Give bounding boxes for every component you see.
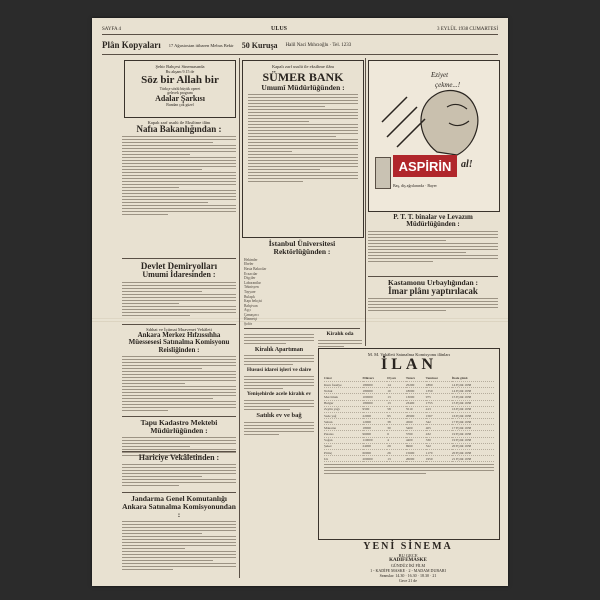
yeni-sinema-line6: Gece 21 de [399,577,417,583]
table-cell: Bulgur [324,400,363,406]
table-cell: 200000 [363,456,388,462]
ptt-section [368,214,498,264]
table-cell: 16 Eylül 1938 [452,406,494,412]
table-cell: 180000 [363,381,388,387]
table-cell: 975 [426,394,452,400]
cinema-title: Söz bir Allah bir [141,74,219,86]
istanbul-item: Teknisyen [244,285,259,290]
aspirin-bottom: Baş, diş ağrılarında · Bayer [393,183,437,188]
yeni-sinema-ad [318,542,498,583]
kastamonu-sub: İmar plânı yaptırılacak [388,285,478,296]
istanbul-item: Hizmetçi [244,317,258,322]
table-cell: 405 [426,425,452,431]
yeni-sinema-line4: 1 - KADİFE MASKE · 2 - MADAM DUBARI [370,567,446,573]
classified-apartment: Kiralık Apartıman [254,347,304,353]
cinema-line1: Şehir Bahçesi Sinemasında [155,64,205,69]
table-cell: 14 [387,381,406,387]
devlet-section [122,262,236,318]
table-cell: 5760 [406,431,426,437]
yeni-sinema-line2: KADIFEMASKE [389,557,427,563]
yeni-sinema-line3: GÜNDÜZ İKİ FİLM [391,562,425,568]
table-cell: 17 Eylül 1938 [452,425,494,431]
table-cell: 1567 [426,412,452,418]
kastamonu-title: Kastamonu Urbaylığından : [387,278,479,287]
table-cell: 58 [387,406,406,412]
table-cell: 29 [387,443,406,449]
ankara-merkez-label: Sıhhat ve İçtimai Muavenet Vekâleti [146,327,212,332]
notice-title: Plân Kopyaları [102,40,161,50]
notice-price: 50 Kuruşa [241,40,278,50]
table-cell: Sade yağ [324,412,363,418]
ankara-merkez-body [122,356,236,411]
table-cell: 19 Eylül 1938 [452,437,494,443]
issue-date: 3 EYLÜL 1938 CUMARTESİ [436,26,498,32]
ankara-merkez-section [122,327,236,413]
table-cell: 330 [426,437,452,443]
table-cell: 180000 [363,388,388,394]
table-cell: 9500 [363,406,388,412]
column-header: İhale günü [452,376,494,382]
aspirin-box-icon [375,157,391,189]
suffering-figure-icon [377,67,497,157]
table-cell: 17 Eylül 1938 [452,419,494,425]
table-cell: 15 Eylül 1938 [452,394,494,400]
table-cell: 1170 [426,450,452,456]
table-cell: 22000 [363,412,388,418]
istanbul-item: Dişçiler [244,276,256,281]
yeni-sinema-line1: BU GECE [398,552,418,558]
table-cell: 413 [426,406,452,412]
cinema-line5: Bundan çok güzel [166,102,194,107]
istanbul-item: Şoför [244,322,252,327]
istanbul-item: Laborantlar [244,280,261,285]
istanbul-item: Bulaşık [244,294,255,299]
cinema-line3: Türkçe sözlü büyük operet [159,86,201,91]
jandarma-title: Jandarma Genel Komutanlığı Ankara Satınalma Komisyonundan : [122,494,236,519]
table-cell: 20900 [406,412,426,418]
classified-body-2 [244,355,314,365]
ilan-title: İLAN [380,356,437,373]
devlet-body [122,282,236,316]
table-cell: 18000 [363,425,388,431]
table-cell: Kuru fasulye [324,381,363,387]
table-cell: 95 [387,412,406,418]
sumer-body [248,94,358,182]
yeni-sinema-line5: Seanslar: 14.30 · 16.30 · 18.30 · 21 [379,572,437,578]
hariciye-body [122,464,236,486]
yeni-sinema-title: YENİ SİNEMA [363,541,453,552]
classified-body-3 [244,376,314,389]
table-cell: 15600 [406,450,426,456]
devlet-title: Devlet Demiryolları [140,261,218,271]
column-header: Teminat [426,376,452,382]
table-cell: 1890 [426,381,452,387]
table-cell: 4400 [406,437,426,443]
table-cell: 14 Eylül 1938 [452,388,494,394]
classified-body-4 [244,400,314,410]
ilan-table [324,376,494,463]
table-cell: 1950 [426,456,452,462]
devlet-sub: Umumi İdaresinden : [142,270,216,280]
table-cell: 14 Eylül 1938 [452,381,494,387]
table-cell: Mercimek [324,394,363,400]
table-cell: 432 [426,431,452,437]
table-cell: 522 [426,443,452,449]
ilan-label: M. M. Vekâleti Satınalma Komisyonu ilânları [367,352,451,357]
table-cell: 5400 [406,425,426,431]
table-cell: 21 Eylül 1938 [452,456,494,462]
aspirin-al: al! [461,159,473,170]
aspirin-top1: Eziyet [431,71,449,79]
nafia-section [122,120,236,217]
table-cell: 26 [387,450,406,456]
table-cell: 24000 [363,443,388,449]
istanbul-item: Çamaşırcı [244,312,259,317]
sumer-bank-ad [242,60,364,238]
cinema-ad [124,60,236,118]
classified-body-5 [244,422,314,435]
istanbul-section [244,240,360,327]
istanbul-item: Aşçı [244,308,251,313]
table-cell: 1755 [426,400,452,406]
column-header: Miktarı [363,376,388,382]
table-cell: 13000 [406,394,426,400]
cinema-title2: Adalar Şarkısı [155,93,205,103]
column-header: Tutarı [406,376,426,382]
table-cell: 20 Eylül 1938 [452,450,494,456]
newspaper-page [92,18,508,586]
cinema-line2: Bu akşam 9.15 de [165,69,195,74]
table-cell: 110000 [363,437,388,443]
notice-address: Halil Naci Mıhcıoğlu · Tel. 1233 [285,42,352,48]
table-cell: 26000 [406,456,426,462]
aspirin-brand: ASPİRİN [393,155,457,177]
jandarma-section [122,495,236,572]
plan-copies-notice [102,36,498,55]
istanbul-item: Bahçivan [244,303,258,308]
table-cell: 16 Eylül 1938 [452,412,494,418]
notice-sub: 17 Ağustostan itibaren Mebus Bekir [168,42,234,48]
nafia-body [122,136,236,215]
table-cell: 20 Eylül 1938 [452,443,494,449]
table-cell: 15 Eylül 1938 [452,400,494,406]
cinema-line4: gelecek program [167,90,193,95]
table-cell: Sabun [324,419,363,425]
istanbul-item: Tayyare [244,289,256,294]
table-cell: 38 [387,419,406,425]
masthead [102,24,498,35]
aspirin-ad [368,60,500,212]
table-cell: 1350 [426,388,452,394]
classifieds [244,332,314,437]
table-cell: 12000 [363,419,388,425]
newspaper-name: ULUS [270,26,287,32]
istanbul-item: Eczacılar [244,271,258,276]
table-cell: 60000 [363,450,388,456]
table-cell: 96000 [363,431,388,437]
jandarma-body [122,521,236,570]
table-cell: 4 [387,437,406,443]
table-cell: 4560 [406,419,426,425]
column-header: Fiyatı [387,376,406,382]
table-cell: 5510 [406,406,426,412]
table-cell: Pirinç [324,450,363,456]
nafia-title: Nafıa Bakanlığından : [136,124,222,134]
table-row [324,456,494,462]
table-cell: 10 [387,388,406,394]
table-cell: Soğan [324,437,363,443]
table-cell: 23400 [406,400,426,406]
kiralik-oda [318,332,362,349]
kastamonu-body [368,298,498,311]
table-cell: Makarna [324,425,363,431]
tapu-title: Tapu Kadastro Mektebi Müdürlüğünden : [140,418,218,435]
page-number: SAYFA 4 [102,26,122,32]
aspirin-top2: çekme...! [435,81,461,89]
ilan-footer [324,464,494,474]
table-cell: 180000 [363,400,388,406]
table-cell: 25200 [406,381,426,387]
sumer-sub: Umumî Müdürlüğünden : [261,82,345,92]
table-cell: 13 [387,456,406,462]
classified-body-1 [244,334,314,344]
table-cell: Zeytin yağı [324,406,363,412]
table-cell: 342 [426,419,452,425]
table-cell: Nohut [324,388,363,394]
column-header: Cinsi [324,376,363,382]
classified-yenisehir: Yenişehirde acele kiralık ev [246,391,312,398]
ptt-body [368,231,498,262]
ilan-table-box [318,348,500,540]
table-cell: Şeker [324,443,363,449]
table-cell: 19 Eylül 1938 [452,431,494,437]
classified-body-6 [318,340,362,347]
table-cell: 6960 [406,443,426,449]
sumer-title: SÜMER BANK [262,70,344,84]
istanbul-title: İstanbul Üniversitesi Rektörlüğünden : [268,239,336,256]
hariciye-section [122,454,236,488]
istanbul-item: Hasta Bakıcılar [244,266,267,271]
table-cell: 100000 [363,394,388,400]
sumer-intro: Kapalı zarf usulü ile eksiltme ilânı [271,64,335,69]
classified-hususi: Hususi idarei işleri ve daire [246,367,312,374]
classified-oda: Kiralık oda [326,331,354,337]
table-cell: Patates [324,431,363,437]
table-cell: 30 [387,425,406,431]
hariciye-title: Hariciye Vekâletinden : [138,453,220,462]
nafia-intro: Kapalı zarf usulü ile Eksiltme ilânı [147,120,211,125]
kastamonu-section [368,279,498,313]
ptt-title: P. T. T. binalar ve Levazım Müdürlüğünden : [393,213,473,229]
istanbul-item: Kapı bekçisi [244,299,263,304]
ankara-merkez-title: Ankara Merkez Hıfzıssıhha Müessesesi Satınalma Komisyonu Reisliğinden : [128,331,230,354]
table-cell: 13 [387,400,406,406]
table-cell: 6 [387,431,406,437]
istanbul-item: Hekimler [244,257,258,262]
table-cell: Un [324,456,363,462]
table-cell: 13 [387,394,406,400]
istanbul-item: Ebeler [244,262,254,267]
classified-satilik: Satılık ev ve bağ [256,411,302,419]
table-cell: 18000 [406,388,426,394]
